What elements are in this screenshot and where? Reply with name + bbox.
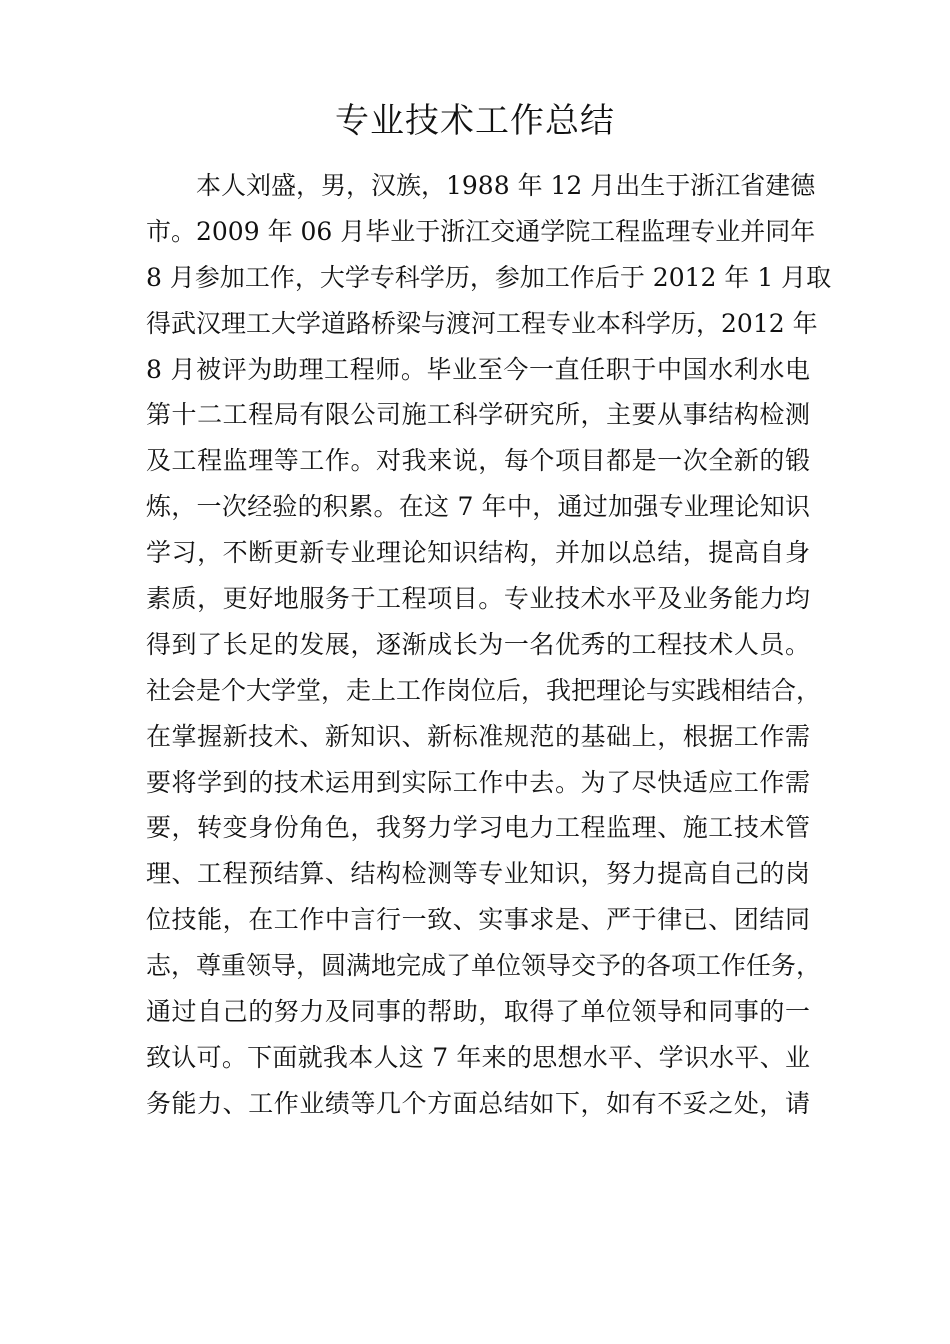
body-line: 得到了长足的发展，逐渐成长为一名优秀的工程技术人员。 — [146, 629, 810, 659]
body-line: 市。2009 年 06 月毕业于浙江交通学院工程监理专业并同年 — [146, 216, 816, 246]
body-line: 要，转变身份角色，我努力学习电力工程监理、施工技术管 — [146, 813, 810, 843]
body-line: 学习，不断更新专业理论知识结构，并加以总结，提高自身 — [146, 538, 810, 568]
body-line: 社会是个大学堂，走上工作岗位后，我把理论与实践相结合， — [146, 675, 822, 705]
body-line: 及工程监理等工作。对我来说，每个项目都是一次全新的锻 — [146, 446, 810, 476]
body-line: 务能力、工作业绩等几个方面总结如下，如有不妥之处，请 — [146, 1088, 810, 1118]
body-line: 位技能，在工作中言行一致、实事求是、严于律已、团结同 — [146, 905, 810, 935]
body-line: 素质，更好地服务于工程项目。专业技术水平及业务能力均 — [146, 584, 810, 614]
body-line: 本人刘盛，男，汉族，1988 年 12 月出生于浙江省建德 — [196, 171, 816, 200]
body-line: 致认可。下面就我本人这 7 年来的思想水平、学识水平、业 — [146, 1042, 810, 1072]
body-line: 得武汉理工大学道路桥梁与渡河工程专业本科学历，2012 年 — [146, 308, 818, 338]
body-line: 理、工程预结算、结构检测等专业知识，努力提高自己的岗 — [146, 859, 810, 889]
document-body — [146, 163, 832, 1127]
body-line: 8 月参加工作，大学专科学历，参加工作后于 2012 年 1 月取 — [146, 262, 832, 292]
body-line: 要将学到的技术运用到实际工作中去。为了尽快适应工作需 — [146, 767, 810, 797]
body-line: 8 月被评为助理工程师。毕业至今一直任职于中国水利水电 — [146, 354, 810, 384]
body-line: 志，尊重领导，圆满地完成了单位领导交予的各项工作任务， — [146, 951, 822, 981]
body-line: 炼，一次经验的积累。在这 7 年中，通过加强专业理论知识 — [146, 492, 810, 522]
body-line: 通过自己的努力及同事的帮助，取得了单位领导和同事的一 — [146, 997, 810, 1027]
body-line: 在掌握新技术、新知识、新标准规范的基础上，根据工作需 — [146, 721, 810, 751]
document-title: 专业技术工作总结 — [335, 101, 615, 141]
body-line: 第十二工程局有限公司施工科学研究所，主要从事结构检测 — [146, 400, 810, 430]
